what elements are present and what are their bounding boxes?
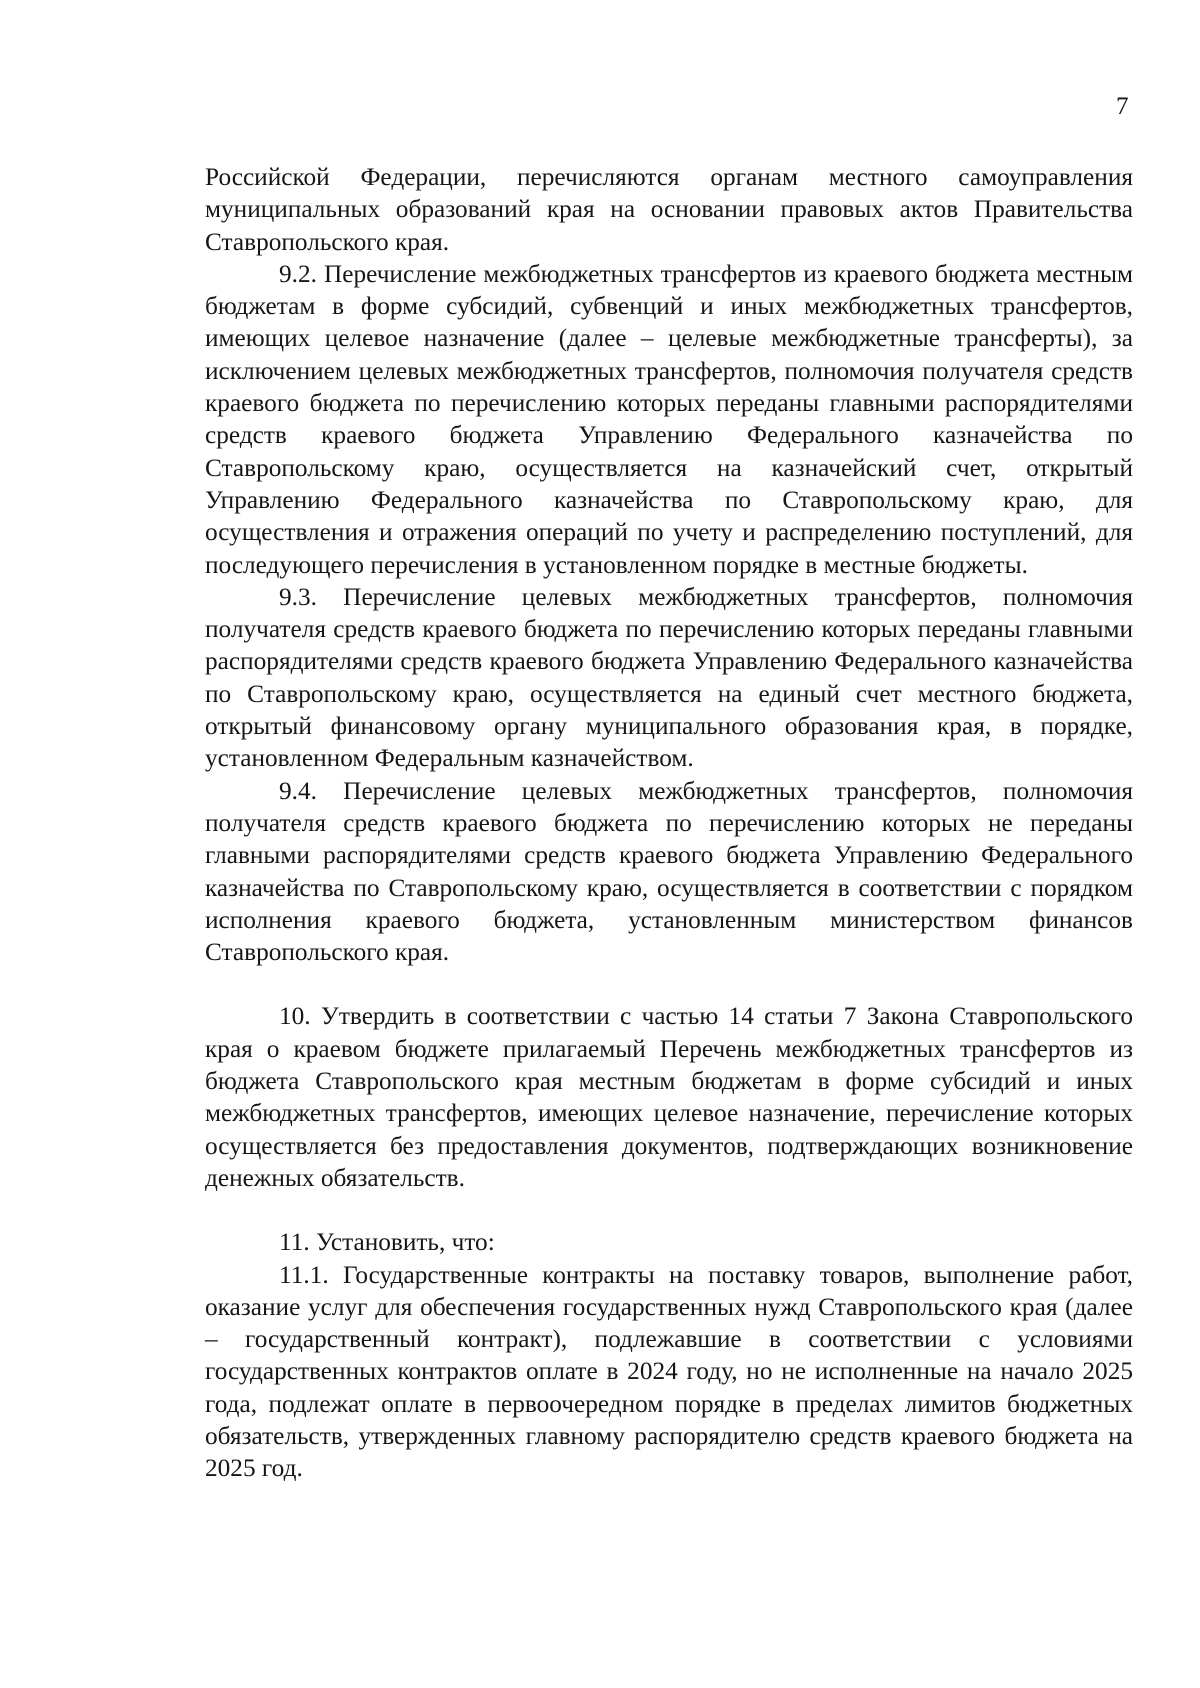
- paragraph-9-3: 9.3. Перечисление целевых межбюджетных трансфертов, полномочия получателя средств краевого бюджета по перечислению которых переданы главными распорядителями средств краевого бюджета Управлению Федерального казначейства по Ставропольскому краю, осуществляется на единый счет местного бюджета, открытый финансовому органу муниципального образования края, в порядке, установленном Федеральным казначейством.: [205, 582, 1133, 773]
- document-body: [205, 161, 1133, 1485]
- paragraph-11: 11. Установить, что:: [279, 1228, 495, 1257]
- paragraph-9-2: 9.2. Перечисление межбюджетных трансфертов из краевого бюджета местным бюджетам в форме субсидий, субвенций и иных межбюджетных трансфертов, имеющих целевое назначение (далее – целевые межбюджетные трансферты), за исключением целевых межбюджетных трансфертов, полномочия получателя средств краевого бюджета по перечислению которых переданы главными распорядителями средств краевого бюджета Управлению Федерального казначейства по Ставропольскому краю, осуществляется на казначейский счет, открытый Управлению Федерального казначейства по Ставропольскому краю, для осуществления и отражения операций по учету и распределению поступлений, для последующего перечисления в установленном порядке в местные бюджеты.: [205, 259, 1133, 579]
- paragraph-10: 10. Утвердить в соответствии с частью 14 статьи 7 Закона Ставропольского края о краевом бюджете прилагаемый Перечень межбюджетных трансфертов из бюджета Ставропольского края местным бюджетам в форме субсидий и иных межбюджетных трансфертов, имеющих целевое назначение, перечисление которых осуществляется без предоставления документов, подтверждающих возникновение денежных обязательств.: [205, 1002, 1133, 1192]
- paragraph-continuation: Российской Федерации, перечисляются органам местного самоуправления муниципальных образований края на основании правовых актов Правительства Ставропольского края.: [205, 163, 1133, 256]
- page-number: 7: [1116, 93, 1129, 120]
- paragraph-11-1: 11.1. Государственные контракты на поставку товаров, выполнение работ, оказание услуг для обеспечения государственных нужд Ставропольского края (далее – государственный контракт), подлежавшие в соответствии с условиями государственных контрактов оплате в 2024 году, но не исполненные на начало 2025 года, подлежат оплате в первоочередном порядке в пределах лимитов бюджетных обязательств, утвержденных главному распорядителю средств краевого бюджета на 2025 год.: [205, 1260, 1133, 1483]
- paragraph-9-4: 9.4. Перечисление целевых межбюджетных трансфертов, полномочия получателя средств краевого бюджета по перечислению которых не переданы главными распорядителями средств краевого бюджета Управлению Федерального казначейства по Ставропольскому краю, осуществляется в соответствии с порядком исполнения краевого бюджета, установленным министерством финансов Ставропольского края.: [205, 776, 1133, 967]
